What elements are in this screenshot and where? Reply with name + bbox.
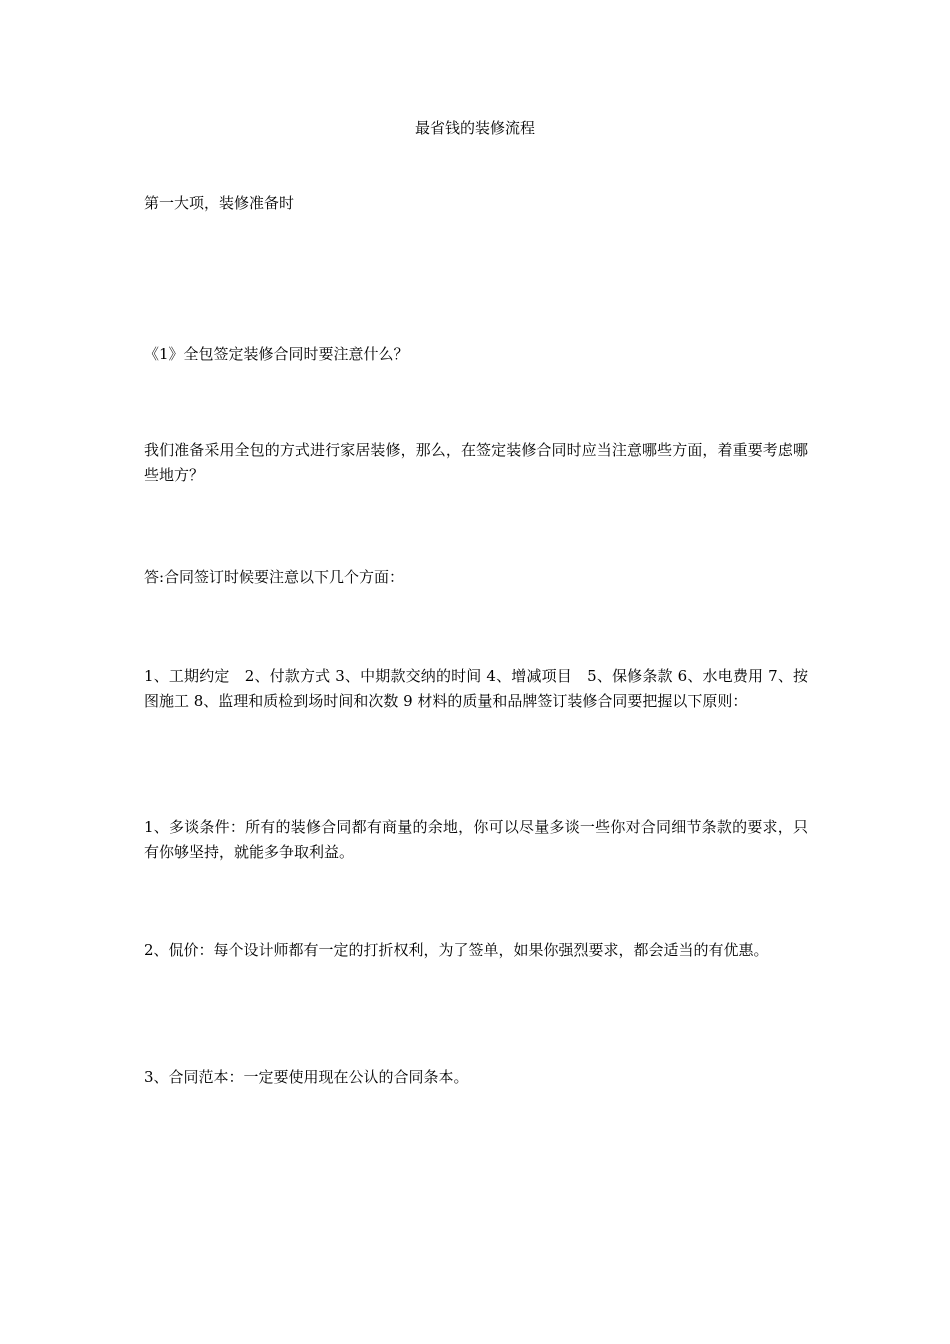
principle-1-paragraph: 1、多谈条件：所有的装修合同都有商量的余地，你可以尽量多谈一些你对合同细节条款的要求，只有你够坚持，就能多争取利益。 — [144, 818, 808, 861]
contract-points-paragraph: 1、工期约定 2、付款方式 3、中期款交纳的时间 4、增减项目 5、保修条款 6、水电费用 7、按图施工 8、监理和质检到场时间和次数 9 材料的质量和品牌签订装修合同要把握以下原则： — [144, 667, 808, 710]
question-paragraph: 我们准备采用全包的方式进行家居装修，那么，在签定装修合同时应当注意哪些方面，着重要考虑哪些地方？ — [144, 441, 808, 484]
principle-2-paragraph: 2、侃价：每个设计师都有一定的打折权利，为了签单，如果你强烈要求，都会适当的有优惠。 — [144, 941, 769, 959]
principle-3-paragraph: 3、合同范本：一定要使用现在公认的合同条本。 — [144, 1068, 469, 1086]
section-heading: 第一大项，装修准备时 — [144, 194, 295, 212]
question-heading: 《1》全包签定装修合同时要注意什么？ — [144, 345, 409, 363]
answer-intro: 答:合同签订时候要注意以下几个方面： — [144, 568, 405, 586]
document-title: 最省钱的装修流程 — [414, 119, 535, 137]
